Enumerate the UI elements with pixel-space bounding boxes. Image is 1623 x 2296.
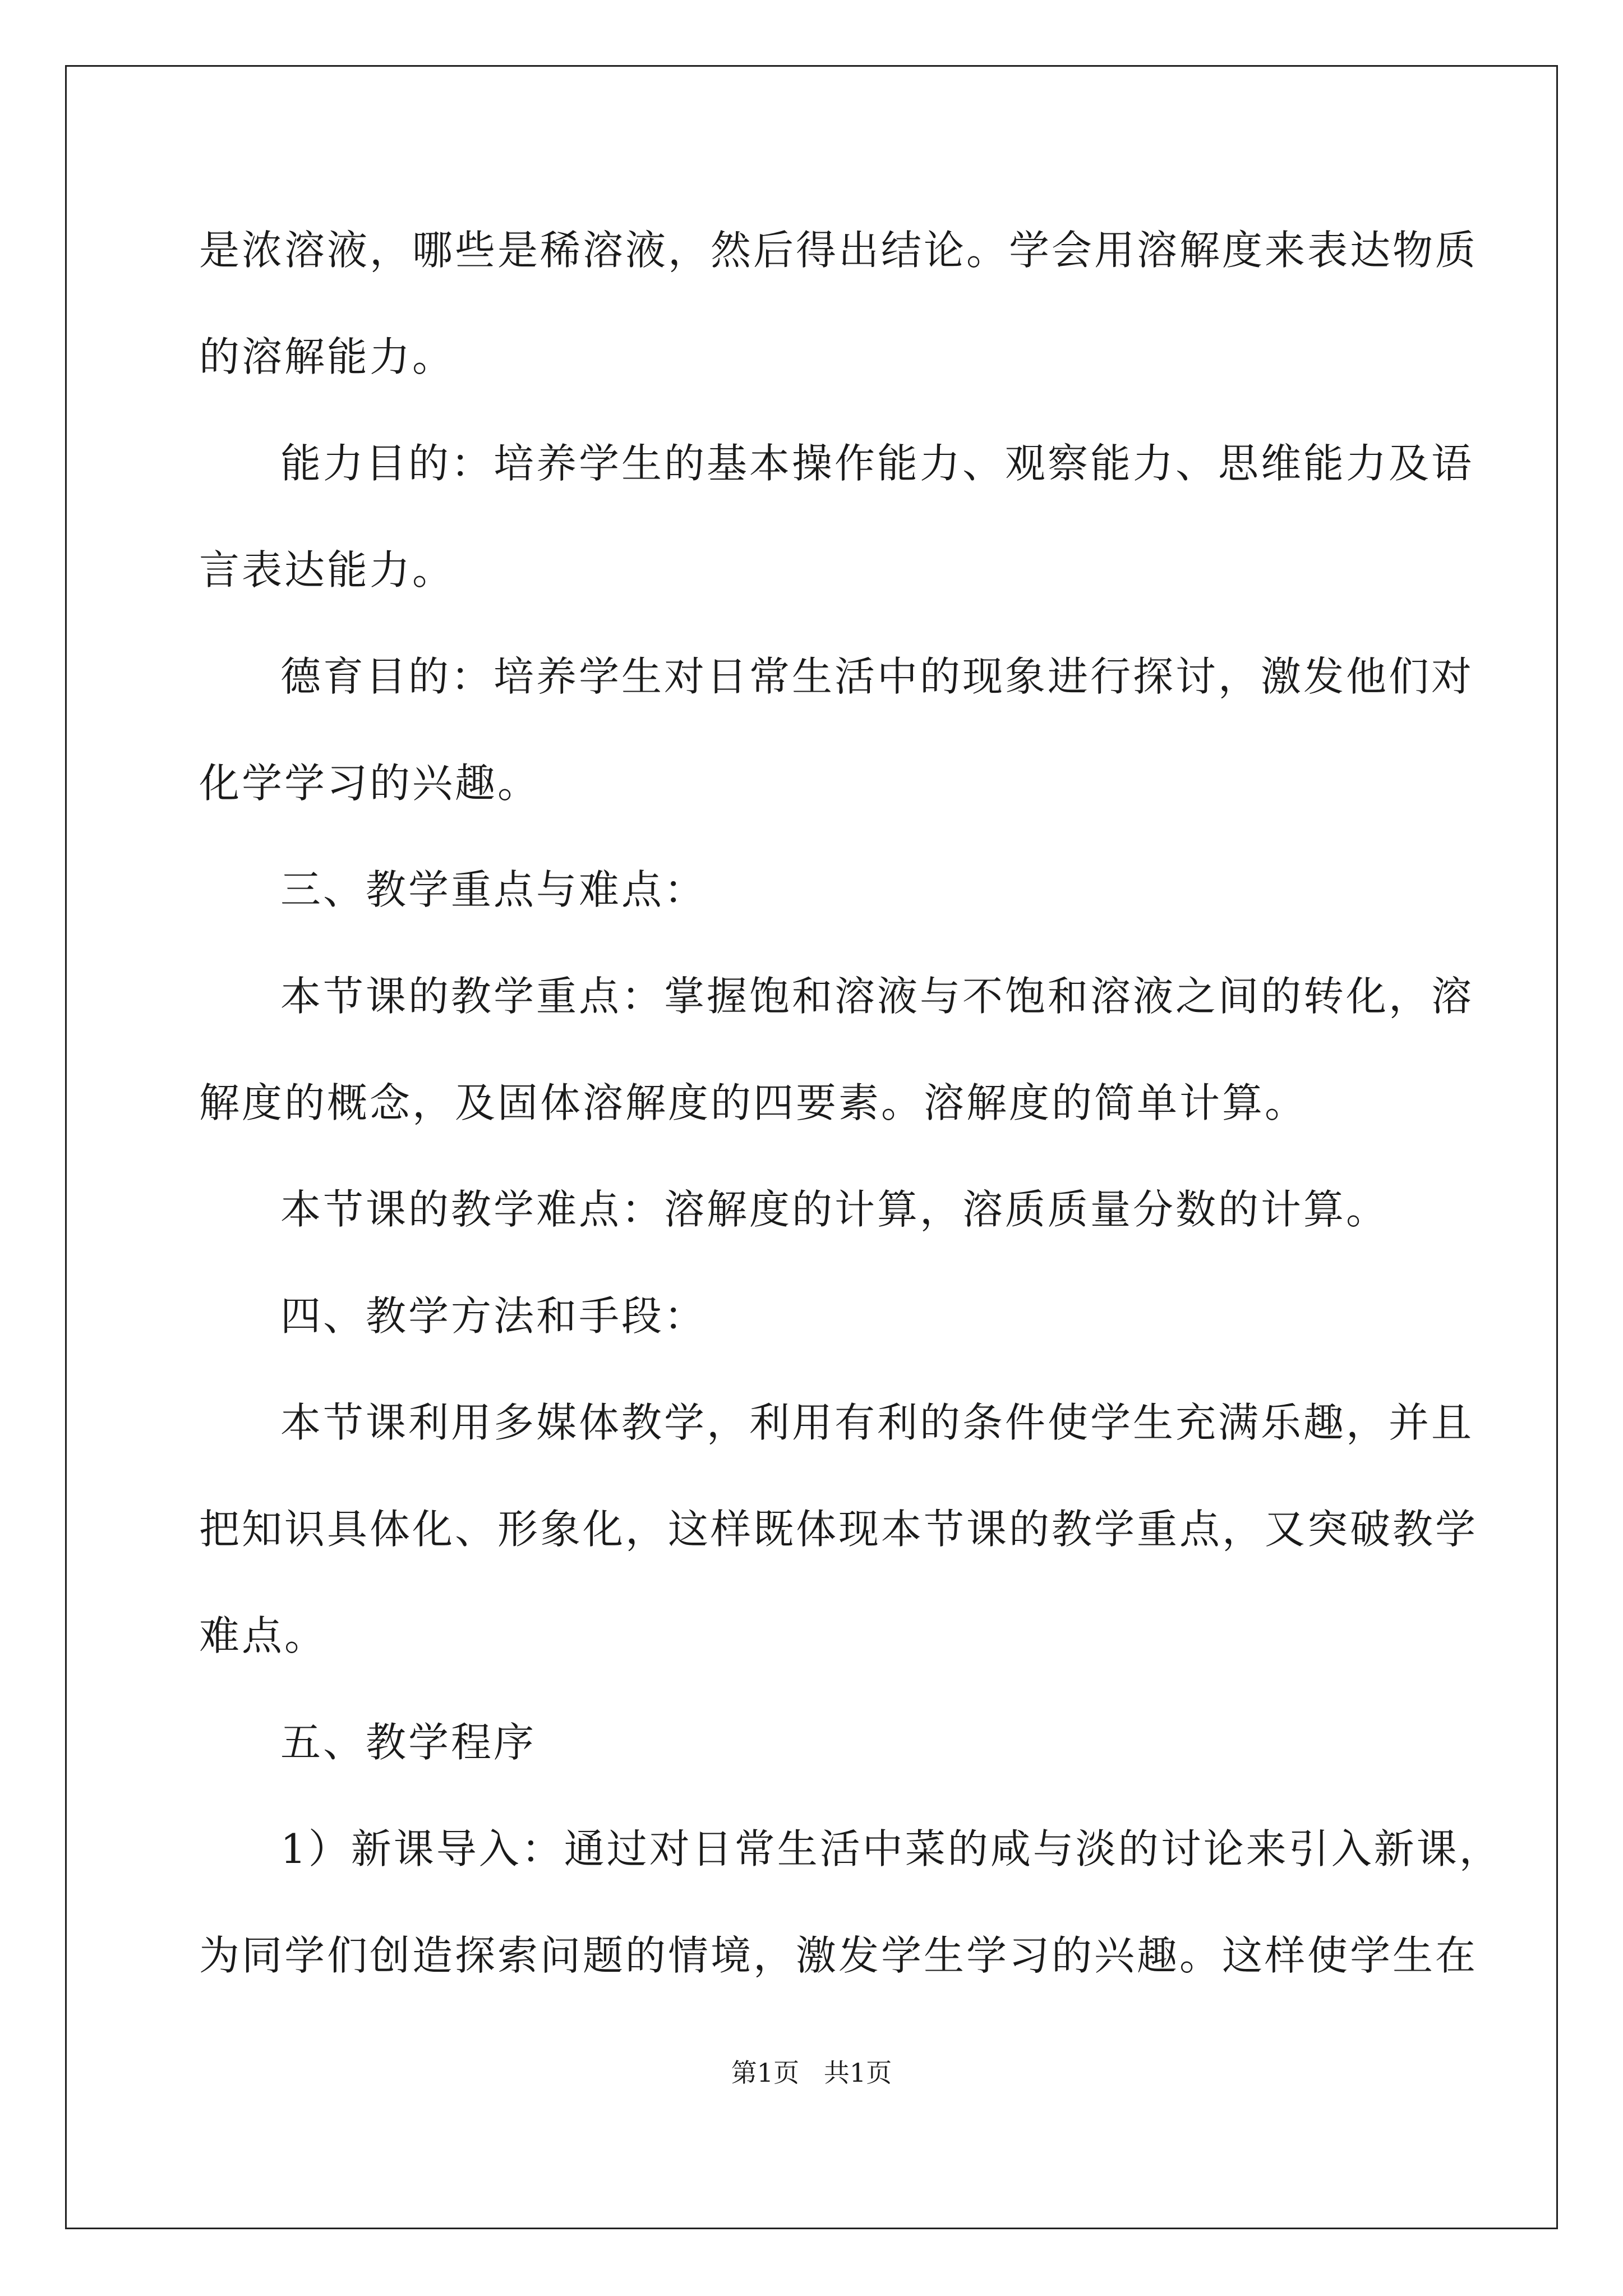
text-line: 化学学习的兴趣。: [199, 760, 541, 807]
text-line: 1）新课导入：通过对日常生活中菜的咸与淡的讨论来引入新课，: [280, 1825, 1502, 1872]
text-line: 言表达能力。: [199, 546, 455, 593]
text-line: 难点。: [199, 1612, 328, 1659]
page-border: [65, 65, 1558, 2229]
text-line: 解度的概念，及固体溶解度的四要素。溶解度的简单计算。: [199, 1079, 1308, 1126]
text-line: 本节课的教学重点：掌握饱和溶液与不饱和溶液之间的转化，溶: [280, 973, 1474, 1020]
text-line: 本节课的教学难点：溶解度的计算，溶质质量分数的计算。: [280, 1186, 1389, 1233]
text-line: 能力目的：培养学生的基本操作能力、观察能力、思维能力及语: [280, 440, 1474, 487]
text-line: 为同学们创造探索问题的情境，激发学生学习的兴趣。这样使学生在: [199, 1932, 1478, 1979]
text-line: 把知识具体化、形象化，这样既体现本节课的教学重点，又突破教学: [199, 1506, 1478, 1553]
text-line: 的溶解能力。: [199, 333, 455, 380]
section-heading: 四、教学方法和手段：: [280, 1292, 707, 1340]
section-heading: 五、教学程序: [280, 1719, 537, 1766]
text-line: 本节课利用多媒体教学，利用有利的条件使学生充满乐趣，并且: [280, 1399, 1474, 1446]
page-footer: 第1页 共1页: [731, 2058, 892, 2088]
text-line: 是浓溶液，哪些是稀溶液，然后得出结论。学会用溶解度来表达物质: [199, 227, 1478, 274]
text-line: 德育目的：培养学生对日常生活中的现象进行探讨，激发他们对: [280, 653, 1474, 700]
section-heading: 三、教学重点与难点：: [280, 866, 707, 913]
